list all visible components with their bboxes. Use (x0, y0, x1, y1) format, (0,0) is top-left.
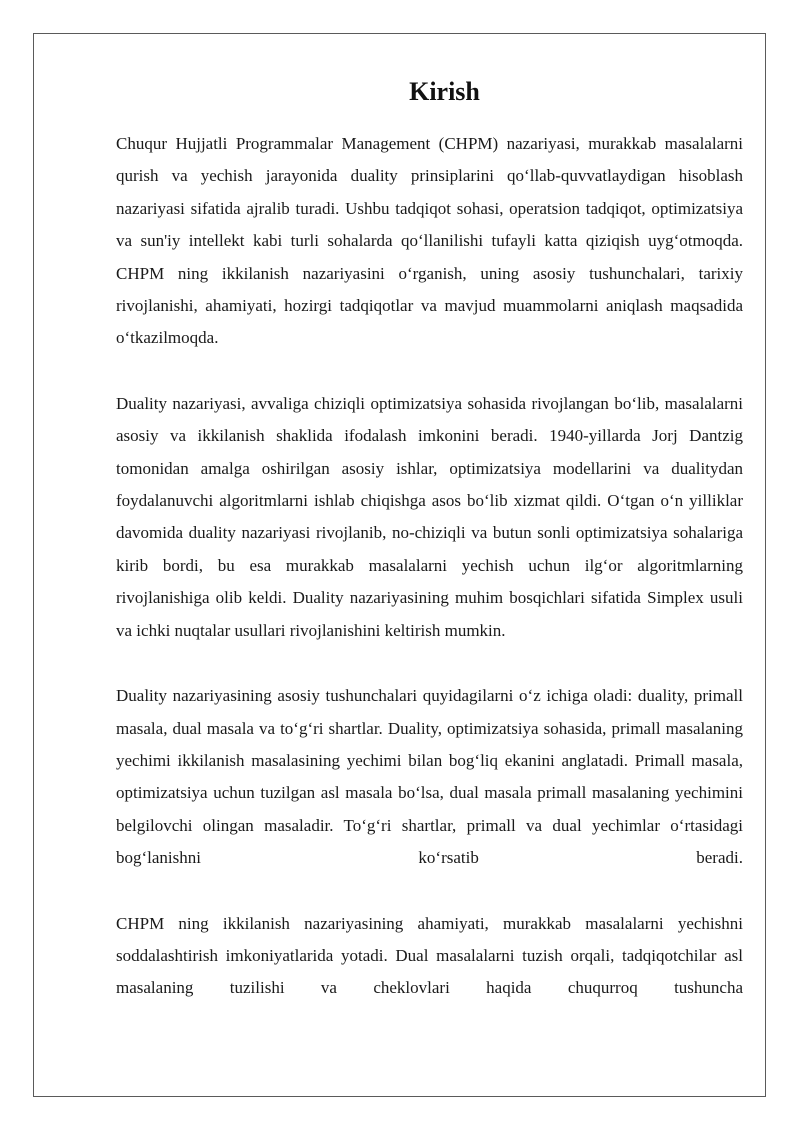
document-body (116, 74, 743, 1005)
paragraph-concepts: Duality nazariyasining asosiy tushunchalari quyidagilarni o‘z ichiga oladi: duality, primall masala, dual masala va to‘g‘ri shartlar. Duality, optimizatsiya sohasida, primall masalaning yechimi ikkilanish masalasining yechimi bilan bog‘liq ekanini anglatadi. Primall masala, optimizatsiya uchun tuzilgan asl masala bo‘lsa, dual masala primall masalaning yechimini belgilovchi olingan masaladir. To‘g‘ri shartlar, primall va dual yechimlar o‘rtasidagi bog‘lanishni ko‘rsatib beradi. (116, 686, 743, 868)
paragraph-history: Duality nazariyasi, avvaliga chiziqli optimizatsiya sohasida rivojlangan bo‘lib, masalalarni asosiy va ikkilanish shaklida ifodalash imkonini beradi. 1940-yillarda Jorj Dantzig tomonidan amalga oshirilgan asosiy ishlar, optimizatsiya modellarini va dualitydan foydalanuvchi algoritmlarni ishlab chiqishga asos bo‘lib xizmat qildi. O‘tgan o‘n yilliklar davomida duality nazariyasi rivojlanib, no-chiziqli va butun sonli optimizatsiya sohalariga kirib bordi, bu esa murakkab masalalarni yechish uchun ilg‘or algoritmlarning rivojlanishiga olib keldi. Duality nazariyasining muhim bosqichlari sifatida Simplex usuli va ichki nuqtalar usullari rivojlanishini keltirish mumkin. (116, 393, 743, 640)
document-page (33, 33, 766, 1097)
paragraph-significance: CHPM ning ikkilanish nazariyasining ahamiyati, murakkab masalalarni yechishni soddalashtirish imkoniyatlarida yotadi. Dual masalalarni tuzish orqali, tadqiqotchilar asl masalaning tuzilishi va cheklovlari haqida chuqurroq tushuncha (116, 913, 743, 998)
paragraph-intro: Chuqur Hujjatli Programmalar Management (CHPM) nazariyasi, murakkab masalalarni qurish va yechish jarayonida duality prinsiplarini qo‘llab-quvvatlaydigan hisoblash nazariyasi sifatida ajralib turadi. Ushbu tadqiqot sohasi, operatsion tadqiqot, optimizatsiya va sun'iy intellekt kabi turli sohalarda qo‘llanilishi tufayli katta qiziqish uyg‘otmoqda. CHPM ning ikkilanish nazariyasini o‘rganish, uning asosiy tushunchalari, tarixiy rivojlanishi, ahamiyati, hozirgi tadqiqotlar va mavjud muammolarni aniqlash maqsadida o‘tkazilmoqda. (116, 134, 743, 348)
page-title: Kirish (409, 77, 480, 106)
